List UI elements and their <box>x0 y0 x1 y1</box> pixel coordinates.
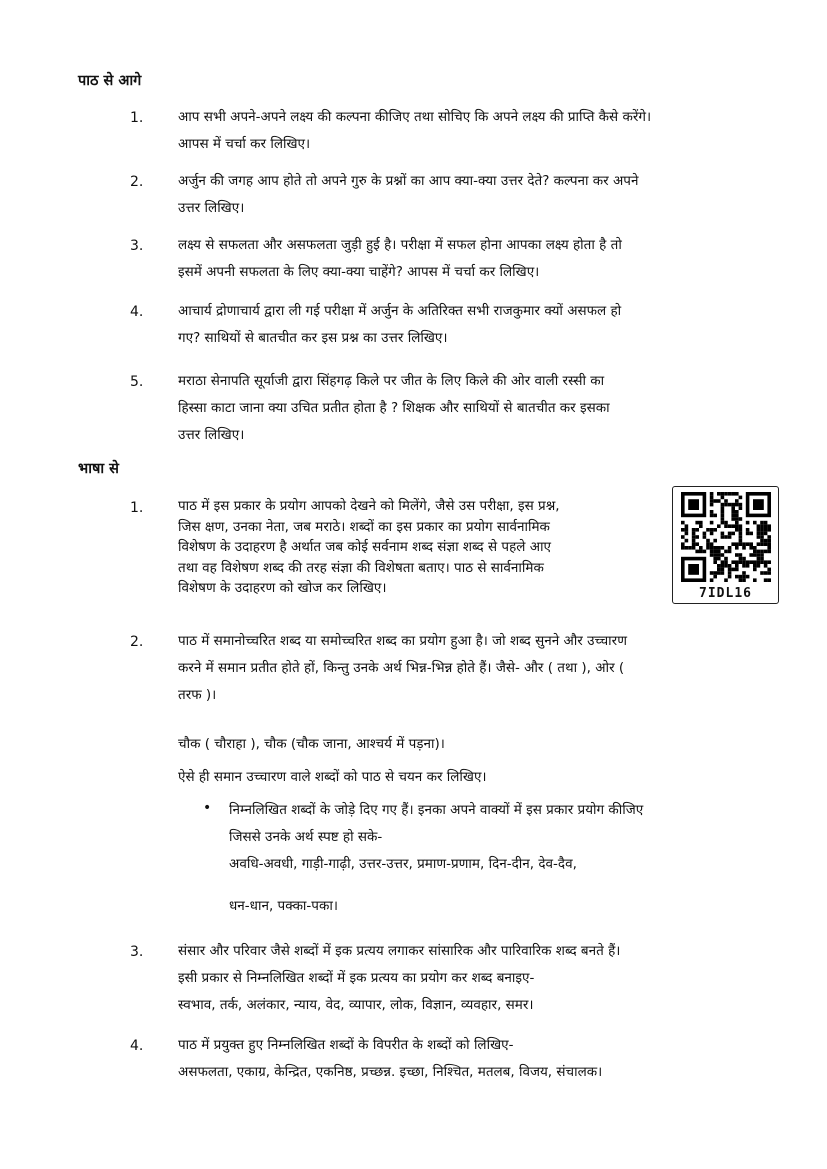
text-line: पाठ में समानोच्चरित शब्द या समोच्चरित शब्द का प्रयोग हुआ है। जो शब्द सुनने और उच्चारण <box>178 633 627 649</box>
text-line: निम्नलिखित शब्दों के जोड़े दिए गए हैं। इनका अपने वाक्यों में इस प्रकार प्रयोग कीजिए <box>229 802 644 818</box>
question-number: 1. <box>130 500 144 516</box>
section-heading-bhasha-se: भाषा से <box>78 461 119 477</box>
text-line: पाठ में इस प्रकार के प्रयोग आपको देखने को मिलेंगे, जैसे उस परीक्षा, इस प्रश्न, <box>178 498 560 514</box>
question-number: 2. <box>130 634 144 650</box>
text-line: हिस्सा काटा जाना क्या उचित प्रतीत होता है ? शिक्षक और साथियों से बातचीत कर इसका <box>178 400 610 416</box>
text-line: उत्तर लिखिए। <box>178 427 245 443</box>
question-number: 5. <box>130 374 144 390</box>
question-text <box>178 104 753 158</box>
qr-code-box[interactable] <box>672 486 779 604</box>
question-text <box>178 368 753 449</box>
question-text <box>178 496 663 599</box>
example-text: चौक ( चौराहा ), चौक (चौक जाना, आश्चर्य में पड़ना)। <box>178 736 445 752</box>
text-line: असफलता, एकाग्र, केन्द्रित, एकनिष्ठ, प्रच्छन्न. इच्छा, निश्चित, मतलब, विजय, संचालक। <box>178 1064 603 1080</box>
text-line: उत्तर लिखिए। <box>178 200 245 216</box>
text-line: तरफ )। <box>178 687 217 703</box>
question-text <box>178 298 753 352</box>
section-heading-path-se-aage: पाठ से आगे <box>78 73 142 89</box>
question-text <box>178 232 753 286</box>
text-line: विशेषण के उदाहरण है अर्थात जब कोई सर्वनाम शब्द संज्ञा शब्द से पहले आए <box>178 539 551 555</box>
bullet-text <box>229 797 759 878</box>
question-text <box>178 168 753 222</box>
text-line: संसार और परिवार जैसे शब्दों में इक प्रत्यय लगाकर सांसारिक और पारिवारिक शब्द बनते हैं। <box>178 943 621 959</box>
text-line: जिससे उनके अर्थ स्पष्ट हो सके- <box>229 829 383 845</box>
text-line: जिस क्षण, उनका नेता, जब मराठे। शब्दों का इस प्रकार का प्रयोग सार्वनामिक <box>178 518 550 535</box>
text-line: गए? साथियों से बातचीत कर इस प्रश्न का उत्तर लिखिए। <box>178 330 448 346</box>
question-text <box>178 938 753 1019</box>
question-number: 4. <box>130 1038 144 1054</box>
qr-code-icon <box>681 492 771 582</box>
question-number: 3. <box>130 944 144 960</box>
text-line: आप सभी अपने-अपने लक्ष्य की कल्पना कीजिए तथा सोचिए कि अपने लक्ष्य की प्राप्ति कैसे करेंगे। <box>178 109 652 125</box>
text-line: विशेषण के उदाहरण को खोज कर लिखिए। <box>178 580 387 596</box>
text-line: मराठा सेनापति सूर्याजी द्वारा सिंहगढ़ किले पर जीत के लिए किले की ओर वाली रस्सी का <box>178 373 605 389</box>
text-line: पाठ में प्रयुक्त हुए निम्नलिखित शब्दों के विपरीत के शब्दों को लिखिए- <box>178 1037 514 1053</box>
text-line: स्वभाव, तर्क, अलंकार, न्याय, वेद, व्यापार, लोक, विज्ञान, व्यवहार, समर। <box>178 997 534 1013</box>
text-line: अर्जुन की जगह आप होते तो अपने गुरु के प्रश्नों का आप क्या-क्या उत्तर देते? कल्पना कर अपने <box>178 173 639 189</box>
text-line: आपस में चर्चा कर लिखिए। <box>178 136 311 152</box>
text-line: लक्ष्य से सफलता और असफलता जुड़ी हुई है। परीक्षा में सफल होना आपका लक्ष्य होता है तो <box>178 237 622 253</box>
question-text <box>178 628 753 709</box>
question-number: 1. <box>130 110 144 126</box>
text-line: तथा वह विशेषण शब्द की तरह संज्ञा की विशेषता बताए। पाठ से सार्वनामिक <box>178 559 544 576</box>
bullet-text-last-line: धन-धान, पक्का-पका। <box>229 898 338 914</box>
text-line: करने में समान प्रतीत होते हों, किन्तु उनके अर्थ भिन्न-भिन्न होते हैं। जैसे- और ( तथा ), ओर ( <box>178 660 625 676</box>
text-line: अवधि-अवधी, गाड़ी-गाढ़ी, उत्तर-उत्तर, प्रमाण-प्रणाम, दिन-दीन, देव-दैव, <box>229 856 577 872</box>
question-text <box>178 1032 753 1086</box>
bullet-dot-icon: • <box>203 800 212 816</box>
text-line: इसी प्रकार से निम्नलिखित शब्दों में इक प्रत्यय का प्रयोग कर शब्द बनाइए- <box>178 970 535 986</box>
qr-code-label: 7IDL16 <box>699 586 752 601</box>
question-number: 2. <box>130 174 144 190</box>
text-line: इसमें अपनी सफलता के लिए क्या-क्या चाहेंगे? आपस में चर्चा कर लिखिए। <box>178 264 540 280</box>
question-number: 3. <box>130 238 144 254</box>
text-line: आचार्य द्रोणाचार्य द्वारा ली गई परीक्षा में अर्जुन के अतिरिक्त सभी राजकुमार क्यों असफल हो <box>178 303 622 319</box>
instruction-text: ऐसे ही समान उच्चारण वाले शब्दों को पाठ से चयन कर लिखिए। <box>178 769 487 785</box>
question-number: 4. <box>130 304 144 320</box>
